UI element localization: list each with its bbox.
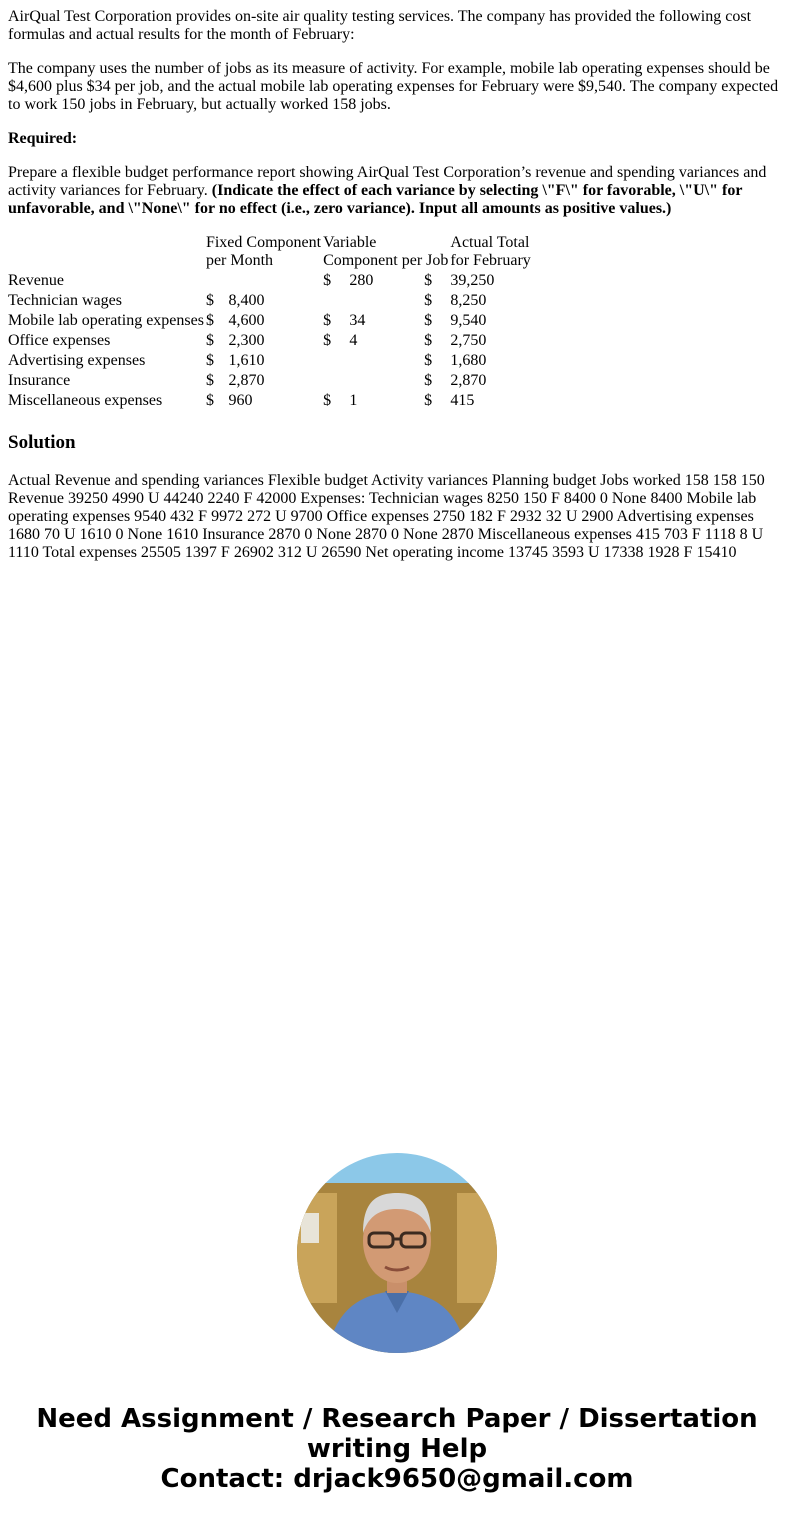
fixed-currency: $ (205, 292, 214, 309)
header-actual-line2: for February (450, 252, 531, 269)
header-blank (8, 234, 204, 270)
table-header-row (8, 234, 531, 270)
variable-amount: 1 (349, 392, 358, 409)
actual-amount: 9,540 (450, 312, 487, 329)
variable-currency: $ (323, 392, 332, 409)
variable-amount (349, 292, 422, 310)
table-row (8, 292, 531, 310)
header-actual-total (450, 234, 530, 270)
fixed-currency: $ (205, 312, 214, 329)
actual-amount: 2,870 (450, 372, 487, 389)
fixed-amount (229, 272, 322, 290)
intro-paragraph: AirQual Test Corporation provides on-site air quality testing services. The company has provided the following cost formulas and actual results for the month of February: (8, 8, 752, 43)
footer-contact: Contact: drjack9650@gmail.com (160, 1464, 634, 1494)
variable-currency (323, 352, 347, 370)
solution-heading: Solution (8, 432, 76, 453)
footer-line1: Need Assignment / Research Paper / Dissertation (36, 1404, 758, 1434)
instruction-note: (Indicate the effect of each variance by selecting \"F\" for favorable, \"U\" for unfavorable, and \"None\" for no effect (i.e., zero variance). Input all amounts as positive values.) (8, 182, 743, 217)
table-row (8, 332, 531, 350)
header-variable-line2: Component per Job (323, 252, 449, 269)
actual-amount: 1,680 (450, 352, 487, 369)
actual-currency: $ (424, 332, 433, 349)
fixed-currency: $ (205, 372, 214, 389)
variable-amount (349, 352, 422, 370)
header-fixed-line2: per Month (205, 252, 274, 269)
author-photo-graphic (297, 1153, 497, 1353)
actual-amount: 2,750 (450, 332, 487, 349)
fixed-amount: 1,610 (228, 352, 265, 369)
fixed-amount: 2,300 (228, 332, 265, 349)
required-label: Required: (8, 130, 78, 147)
row-label: Miscellaneous expenses (8, 392, 163, 409)
variable-currency (323, 372, 347, 390)
table-row (8, 392, 531, 410)
fixed-amount: 8,400 (228, 292, 265, 309)
table-row (8, 312, 531, 330)
fixed-currency: $ (205, 392, 214, 409)
row-label: Insurance (8, 372, 71, 389)
header-variable-line1: Variable (323, 234, 377, 251)
header-fixed-component (206, 234, 321, 270)
instruction-text: Prepare a flexible budget performance report showing AirQual Test Corporation’s revenue and spending variances and activity variances for February. (8, 164, 767, 199)
actual-currency: $ (424, 312, 433, 329)
footer-line2: writing Help (306, 1434, 488, 1464)
header-variable-component (323, 234, 448, 270)
fixed-amount: 4,600 (228, 312, 265, 329)
table-row (8, 372, 531, 390)
fixed-amount: 2,870 (228, 372, 265, 389)
fixed-currency (206, 272, 227, 290)
actual-currency: $ (424, 272, 433, 289)
table-row (8, 272, 531, 290)
activity-paragraph: The company uses the number of jobs as its measure of activity. For example, mobile lab operating expenses should be $4,600 plus $34 per job, and the actual mobile lab operating expenses for February were $9,540. The company expected to work 150 jobs in February, but actually worked 158 jobs. (8, 60, 779, 113)
variable-currency: $ (323, 312, 332, 329)
actual-currency: $ (424, 352, 433, 369)
fixed-currency: $ (205, 352, 214, 369)
actual-amount: 8,250 (450, 292, 487, 309)
variable-currency: $ (323, 272, 332, 289)
table-row (8, 352, 531, 370)
row-label: Revenue (8, 272, 64, 289)
cost-formula-table (6, 232, 533, 412)
row-label: Office expenses (8, 332, 111, 349)
actual-currency: $ (424, 392, 433, 409)
header-fixed-line1: Fixed Component (205, 234, 322, 251)
actual-currency: $ (424, 292, 433, 309)
header-actual-line1: Actual Total (450, 234, 530, 251)
variable-currency: $ (323, 332, 332, 349)
solution-paragraph: Actual Revenue and spending variances Flexible budget Activity variances Planning budget Jobs worked 158 158 150 Revenue 39250 4990 U 44240 2240 F 42000 Expenses: Technician wages 8250 150 F 8400 0 None 8400 Mobile lab operating expenses 9540 432 F 9972 272 U 9700 Office expenses 2750 182 F 2932 32 U 2900 Advertising expenses 1680 70 U 1610 0 None 1610 Insurance 2870 0 None 2870 0 None 2870 Miscellaneous expenses 415 703 F 1118 8 U 1110 Total expenses 25505 1397 F 26902 312 U 26590 Net operating income 13745 3593 U 17338 1928 F 15410 (8, 472, 765, 561)
variable-amount (349, 372, 422, 390)
instruction-paragraph (8, 164, 786, 218)
footer-banner (0, 1404, 794, 1494)
row-label: Technician wages (8, 292, 122, 309)
actual-amount: 39,250 (450, 272, 495, 289)
author-photo (297, 1153, 497, 1353)
variable-amount: 4 (349, 332, 358, 349)
actual-currency: $ (424, 372, 433, 389)
variable-amount: 34 (349, 312, 366, 329)
fixed-amount: 960 (228, 392, 253, 409)
actual-amount: 415 (450, 392, 475, 409)
fixed-currency: $ (205, 332, 214, 349)
variable-currency (323, 292, 347, 310)
row-label: Mobile lab operating expenses (8, 312, 204, 329)
variable-amount: 280 (349, 272, 374, 289)
document-body (0, 0, 794, 562)
row-label: Advertising expenses (8, 352, 146, 369)
